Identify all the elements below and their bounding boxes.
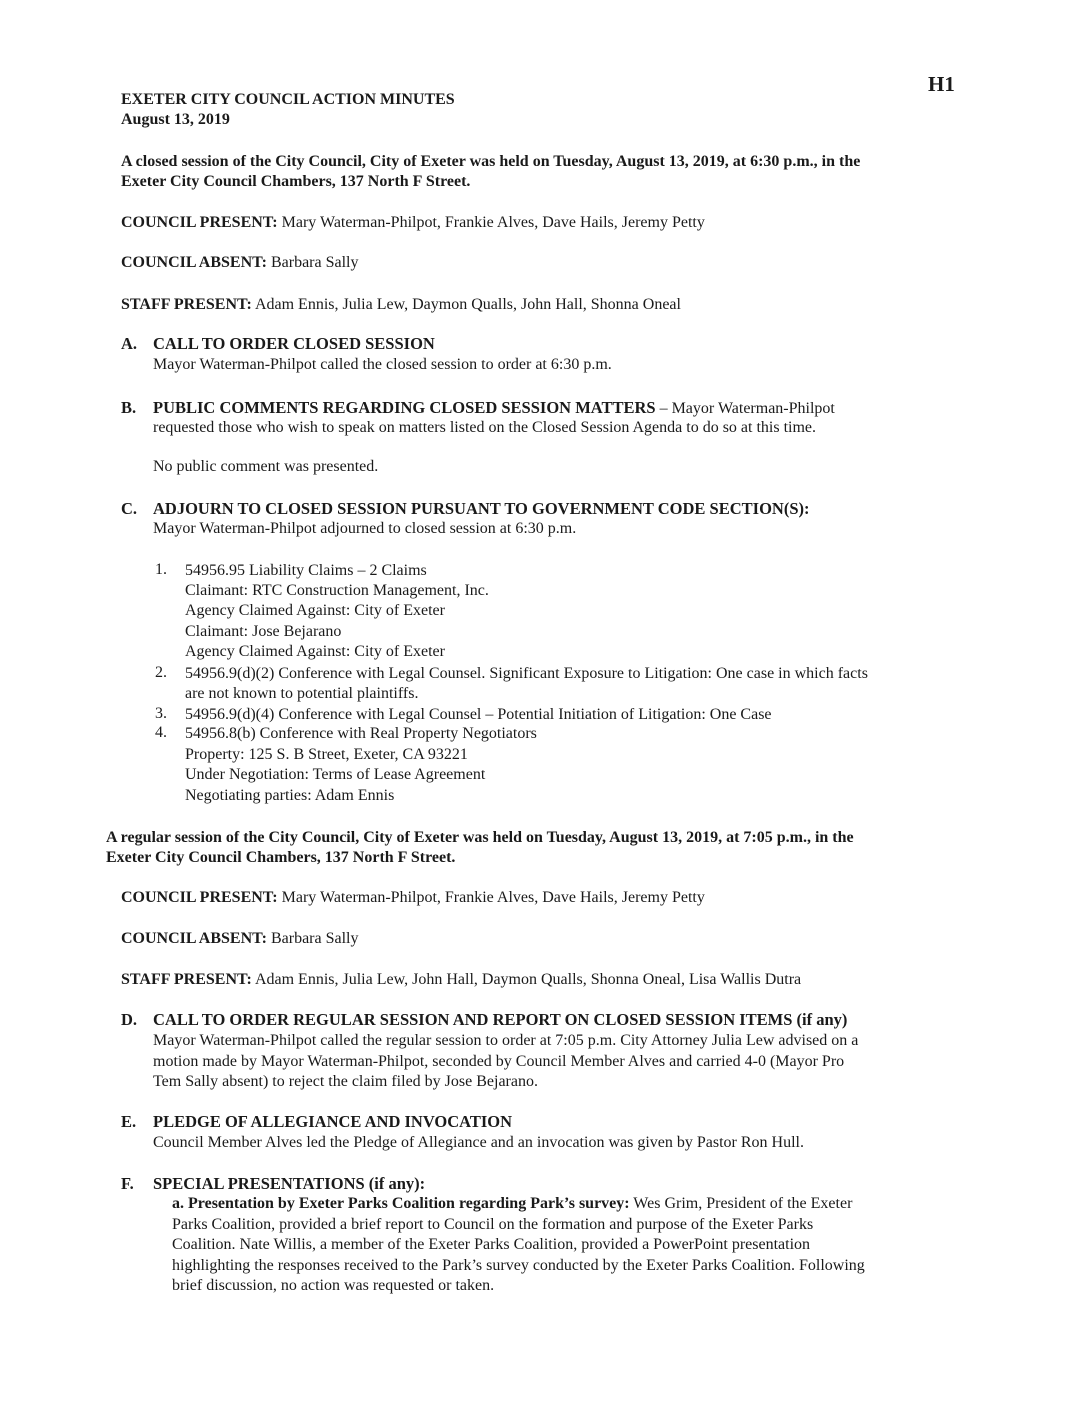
section-f-line: Coalition. Nate Willis, a member of the Exeter Parks Coalition, provided a PowerPoint presentation [172, 1236, 811, 1253]
regular-session-intro-line2: Exeter City Council Chambers, 137 North F Street. [106, 849, 456, 866]
section-b-inline-text: – Mayor Waterman-Philpot [655, 400, 835, 417]
section-b-line1 [153, 398, 835, 419]
section-e-text: Council Member Alves led the Pledge of Allegiance and an invocation was given by Pastor Ron Hull. [153, 1134, 804, 1151]
section-a-text: Mayor Waterman-Philpot called the closed session to order at 6:30 p.m. [153, 356, 612, 373]
section-f-sub-line1 [172, 1194, 852, 1214]
document-date: August 13, 2019 [121, 111, 230, 128]
regular-staff-present [121, 970, 801, 990]
closed-item-line: Under Negotiation: Terms of Lease Agreement [185, 766, 486, 783]
section-e-heading: PLEDGE OF ALLEGIANCE AND INVOCATION [153, 1112, 513, 1131]
page-tag: H1 [928, 72, 955, 96]
section-c-text: Mayor Waterman-Philpot adjourned to closed session at 6:30 p.m. [153, 520, 577, 537]
council-absent-label: COUNCIL ABSENT: [121, 254, 267, 271]
closed-item-line: 54956.95 Liability Claims – 2 Claims [185, 562, 427, 579]
section-f-line: highlighting the responses received to the Park’s survey conducted by the Exeter Parks Coalition. Following [172, 1257, 865, 1274]
council-present-names: Mary Waterman-Philpot, Frankie Alves, Dave Hails, Jeremy Petty [281, 889, 705, 906]
staff-present-names: Adam Ennis, Julia Lew, John Hall, Daymon Qualls, Shonna Oneal, Lisa Wallis Dutra [254, 971, 802, 988]
closed-council-absent [121, 253, 359, 273]
closed-item-line: 54956.8(b) Conference with Real Property Negotiators [185, 725, 537, 742]
closed-staff-present [121, 295, 681, 315]
closed-item-line: 54956.9(d)(2) Conference with Legal Counsel. Significant Exposure to Litigation: One case in which facts [185, 665, 868, 682]
section-d-heading: CALL TO ORDER REGULAR SESSION AND REPORT ON CLOSED SESSION ITEMS (if any) [153, 1010, 848, 1029]
closed-item-line: Claimant: RTC Construction Management, Inc. [185, 582, 489, 599]
council-present-label: COUNCIL PRESENT: [121, 214, 278, 231]
section-b-letter: B. [121, 398, 137, 417]
section-e-letter: E. [121, 1112, 137, 1131]
council-present-names: Mary Waterman-Philpot, Frankie Alves, Dave Hails, Jeremy Petty [281, 214, 705, 231]
section-f-heading: SPECIAL PRESENTATIONS (if any): [153, 1174, 426, 1193]
council-absent-label: COUNCIL ABSENT: [121, 930, 267, 947]
closed-item-number: 2. [155, 664, 167, 681]
closed-item-line: 54956.9(d)(4) Conference with Legal Counsel – Potential Initiation of Litigation: One Case [185, 706, 772, 723]
section-f-letter: F. [121, 1174, 134, 1193]
section-c-heading: ADJOURN TO CLOSED SESSION PURSUANT TO GOVERNMENT CODE SECTION(S): [153, 499, 810, 518]
section-b-line2: requested those who wish to speak on matters listed on the Closed Session Agenda to do so at this time. [153, 419, 817, 436]
section-b-note: No public comment was presented. [153, 458, 379, 475]
section-f-line: Parks Coalition, provided a brief report to Council on the formation and purpose of the Exeter Parks [172, 1216, 814, 1233]
closed-item-number: 4. [155, 724, 167, 741]
regular-council-absent [121, 929, 359, 949]
presentation-inline-text: Wes Grim, President of the Exeter [629, 1195, 853, 1212]
regular-session-intro-line1: A regular session of the City Council, City of Exeter was held on Tuesday, August 13, 2019, at 7:05 p.m., in the [106, 829, 854, 846]
presentation-heading: a. Presentation by Exeter Parks Coalition regarding Park’s survey: [172, 1195, 630, 1212]
section-d-line: motion made by Mayor Waterman-Philpot, seconded by Council Member Alves and carried 4-0 (Mayor Pro [153, 1053, 845, 1070]
council-absent-names: Barbara Sally [270, 930, 359, 947]
closed-item-number: 1. [155, 561, 167, 578]
staff-present-names: Adam Ennis, Julia Lew, Daymon Qualls, John Hall, Shonna Oneal [254, 296, 681, 313]
section-f-line: brief discussion, no action was requested or taken. [172, 1277, 495, 1294]
section-d-line: Tem Sally absent) to reject the claim filed by Jose Bejarano. [153, 1073, 538, 1090]
closed-item-line: Negotiating parties: Adam Ennis [185, 787, 395, 804]
section-a-letter: A. [121, 334, 138, 353]
closed-session-intro-line2: Exeter City Council Chambers, 137 North F Street. [121, 173, 471, 190]
closed-item-line: Property: 125 S. B Street, Exeter, CA 93221 [185, 746, 468, 763]
section-d-line: Mayor Waterman-Philpot called the regular session to order at 7:05 p.m. City Attorney Julia Lew advised on a [153, 1032, 859, 1049]
document-title: EXETER CITY COUNCIL ACTION MINUTES [121, 91, 455, 108]
closed-item-line: are not known to potential plaintiffs. [185, 685, 419, 702]
staff-present-label: STAFF PRESENT: [121, 971, 252, 988]
council-absent-names: Barbara Sally [270, 254, 359, 271]
section-b-heading: PUBLIC COMMENTS REGARDING CLOSED SESSION MATTERS [153, 398, 656, 417]
regular-council-present [121, 888, 705, 908]
closed-item-line: Agency Claimed Against: City of Exeter [185, 602, 445, 619]
section-d-letter: D. [121, 1010, 138, 1029]
closed-item-line: Claimant: Jose Bejarano [185, 623, 342, 640]
section-a-heading: CALL TO ORDER CLOSED SESSION [153, 334, 435, 353]
section-c-letter: C. [121, 499, 138, 518]
closed-item-line: Agency Claimed Against: City of Exeter [185, 643, 445, 660]
council-present-label: COUNCIL PRESENT: [121, 889, 278, 906]
closed-item-number: 3. [155, 705, 167, 722]
closed-session-intro-line1: A closed session of the City Council, City of Exeter was held on Tuesday, August 13, 2019, at 6:30 p.m., in the [121, 153, 861, 170]
staff-present-label: STAFF PRESENT: [121, 296, 252, 313]
closed-council-present [121, 213, 705, 233]
